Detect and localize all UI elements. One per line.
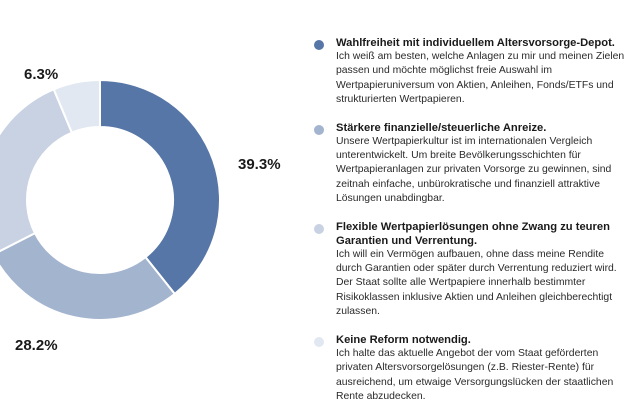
donut-slice-3 xyxy=(0,89,72,254)
donut-slice-2 xyxy=(0,233,175,320)
legend-item-2 xyxy=(314,121,626,207)
legend-title-2: Stärkere finanzielle/steuerliche Anreize. xyxy=(336,121,547,134)
legend-dot-2 xyxy=(314,125,324,135)
legend-description-1: Ich weiß am besten, welche Anlagen zu mir und meinen Zielen passen und möchte möglichst freie Auswahl im Wertpapieruniversum von Aktien, Anleihen, Fonds/ETFs und strukturierten Wertpapieren. xyxy=(336,51,625,106)
legend-title-3: Flexible Wertpapierlösungen ohne Zwang zu teuren Garantien und Verrentung. xyxy=(336,220,610,247)
slice-value-label-2: 28.2% xyxy=(15,337,58,354)
legend-dot-1 xyxy=(314,40,324,50)
donut-chart-area xyxy=(0,0,300,412)
legend-item-3 xyxy=(314,220,626,320)
legend-dot-4 xyxy=(314,337,324,347)
legend-dot-3 xyxy=(314,224,324,234)
legend-title-4: Keine Reform notwendig. xyxy=(336,333,471,346)
chart-legend xyxy=(314,36,626,417)
donut-slice-1 xyxy=(100,80,220,294)
slice-value-label-1: 39.3% xyxy=(238,156,281,173)
legend-description-3: Ich will ein Vermögen aufbauen, ohne dass meine Rendite durch Garantien oder später durch Verrentung reduziert wird. Der Staat sollte alle Wertpapiere innerhalb bestimmter Risikoklassen inklusive Aktien und Anleihen gleichberechtigt zulassen. xyxy=(336,248,617,318)
legend-description-2: Unsere Wertpapierkultur ist im internationalen Vergleich unterentwickelt. Um breite Bevölkerungsschichten für Wertpapieranlagen zur privaten Vorsorge zu gewinnen, sind zeitnah einfache, unbürokratische und finanziell attraktive Lösungen unabdingbar. xyxy=(336,135,612,205)
legend-item-4 xyxy=(314,333,626,405)
legend-item-1 xyxy=(314,36,626,108)
slice-value-label-4: 6.3% xyxy=(24,66,59,83)
legend-description-4: Ich halte das aktuelle Angebot der vom Staat geförderten privaten Altersvorsorgelösungen (z.B. Riester-Rente) für ausreichend, um etwaige Versorgungslücken der staatlichen Rente abzudecken. xyxy=(336,347,614,402)
legend-title-1: Wahlfreiheit mit individuellem Altersvorsorge-Depot. xyxy=(336,37,615,49)
